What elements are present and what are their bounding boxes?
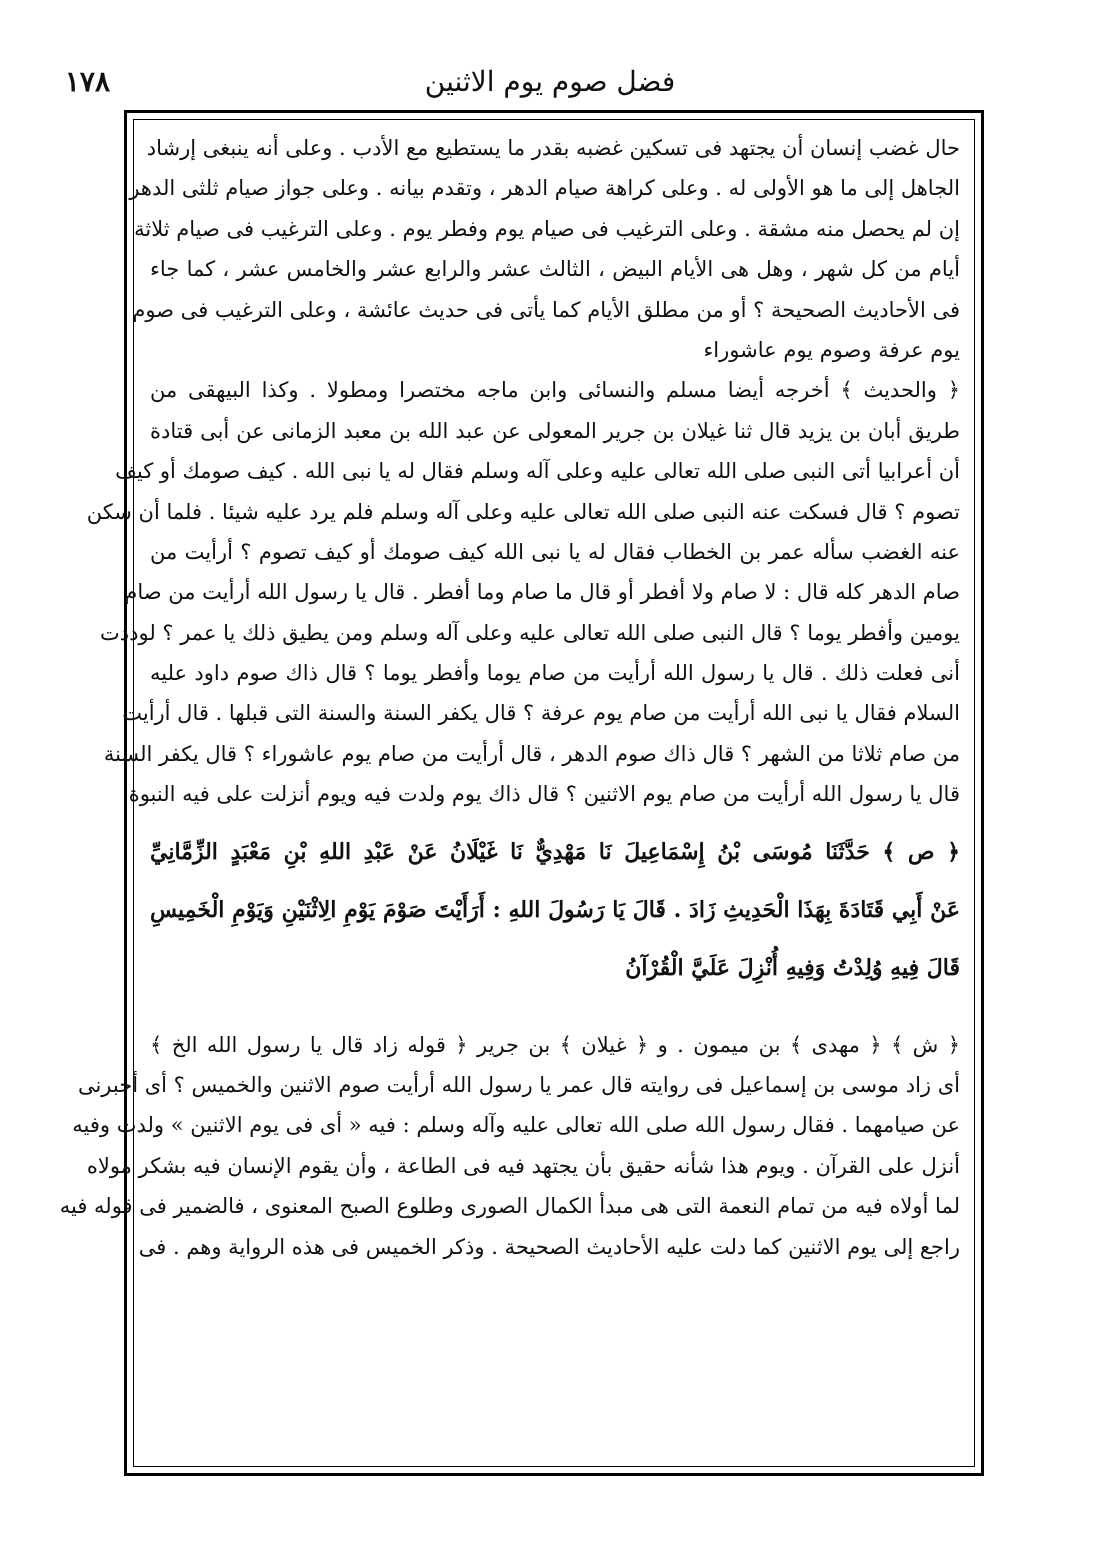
text-line: من صام ثلاثا من الشهر ؟ قال ذاك صوم الدهر ، قال أرأيت من صام يوم عاشوراء ؟ قال يكفر السنة xyxy=(103,741,960,766)
text-line: تصوم ؟ قال فسكت عنه النبى صلى الله تعالى عليه وعلى آله وسلم فلم يرد عليه شيئا . فلما أن سكن xyxy=(86,499,960,524)
commentary-top xyxy=(86,128,960,815)
text-line: ﴿ والحديث ﴾ أخرجه أيضا مسلم والنسائى وابن ماجه مختصرا ومطولا . وكذا البيهقى من xyxy=(150,378,960,403)
text-line: يومين وأفطر يوما ؟ قال النبى صلى الله تعالى عليه وعلى آله وسلم ومن يطيق ذلك يا عمر ؟ لوددت xyxy=(100,620,960,645)
text-line: فى الأحاديث الصحيحة ؟ أو من مطلق الأيام كما يأتى فى حديث عائشة ، وعلى الترغيب فى صوم xyxy=(132,297,960,322)
text-line: يوم عرفة وصوم يوم عاشوراء xyxy=(703,337,960,362)
text-line: أنزل على القرآن . ويوم هذا شأنه حقيق بأن يجتهد فيه فى الطاعة ، وأن يقوم الإنسان فيه بشكر مولاه xyxy=(86,1153,960,1178)
text-line: صام الدهر كله قال : لا صام ولا أفطر أو قال ما صام وما أفطر . قال يا رسول الله أرأيت من صام xyxy=(124,580,960,605)
text-line: ﴿ ش ﴾ ﴿ مهدى ﴾ بن ميمون . و ﴿ غيلان ﴾ بن جرير ﴿ قوله زاد قال يا رسول الله الخ ﴾ xyxy=(150,1032,960,1057)
hadith-line: ﴿ ص ﴾ حَدَّثَنَا مُوسَى بْنُ إِسْمَاعِيلَ نَا مَهْدِيٌّ نَا غَيْلَانُ عَنْ عَبْدِ اللهِ بْنِ مَعْبَدٍ الزِّمَّانِيِّ xyxy=(150,838,960,865)
page-number: ١٧٨ xyxy=(64,65,110,98)
text-line: لما أولاه فيه من تمام النعمة التى هى مبدأ الكمال الصورى وطلوع الصبح المعنوى ، فالضمير فى قوله فيه xyxy=(59,1194,960,1219)
text-line: حال غضب إنسان أن يجتهد فى تسكين غضبه بقدر ما يستطيع مع الأدب . وعلى أنه ينبغى إرشاد xyxy=(146,136,960,160)
hadith-line: عَنْ أَبِي قَتَادَةَ بِهَذَا الْحَدِيثِ زَادَ . قَالَ يَا رَسُولَ اللهِ : أَرَأَيْتَ صَوْمَ يَوْمِ الِاثْنَيْنِ وَيَوْمِ الْخَمِيسِ xyxy=(150,896,960,923)
hadith-block xyxy=(150,823,960,997)
text-line: إن لم يحصل منه مشقة . وعلى الترغيب فى صيام يوم وفطر يوم . وعلى الترغيب فى صيام ثلاثة xyxy=(134,216,960,241)
text-line: راجع إلى يوم الاثنين كما دلت عليه الأحاديث الصحيحة . وذكر الخميس فى هذه الرواية وهم . فى xyxy=(138,1234,960,1259)
text-line: قال يا رسول الله أرأيت من صام يوم الاثنين ؟ قال ذاك يوم ولدت فيه ويوم أنزلت على فيه النبوة xyxy=(128,782,960,807)
hadith-line: قَالَ فِيهِ وُلِدْتُ وَفِيهِ أُنْزِلَ عَلَيَّ الْقُرْآنُ xyxy=(625,954,960,981)
text-line: أنى فعلت ذلك . قال يا رسول الله أرأيت من صام يوما وأفطر يوما ؟ قال ذاك صوم داود عليه xyxy=(150,661,960,686)
text-line: أن أعرابيا أتى النبى صلى الله تعالى عليه وعلى آله وسلم فقال له يا نبى الله . كيف صومك أو كيف xyxy=(115,459,960,484)
text-line: الجاهل إلى ما هو الأولى له . وعلى كراهة صيام الدهر ، وتقدم بيانه . وعلى جواز صيام ثلثى الدهر xyxy=(129,176,960,201)
running-title: فضل صوم يوم الاثنين xyxy=(424,65,676,98)
commentary-bottom xyxy=(59,1025,960,1267)
text-line: طريق أبان بن يزيد قال ثنا غيلان بن جرير المعولى عن عبد الله بن معبد الزمانى عن أبى قتادة xyxy=(150,418,960,443)
text-line: السلام فقال يا نبى الله أرأيت من صام يوم عرفة ؟ قال يكفر السنة والسنة التى قبلها . قال أرأيت xyxy=(122,701,960,726)
text-line: عن صيامهما . فقال رسول الله صلى الله تعالى عليه وآله وسلم : فيه « أى فى يوم الاثنين » ولدت وفيه xyxy=(72,1113,960,1138)
text-line: أيام من كل شهر ، وهل هى الأيام البيض ، الثالث عشر والرابع عشر والخامس عشر ، كما جاء xyxy=(150,257,960,282)
spacer xyxy=(150,1007,960,1025)
text-body xyxy=(59,128,960,1267)
text-line: أى زاد موسى بن إسماعيل فى روايته قال عمر يا رسول الله أرأيت صوم الاثنين والخميس ؟ أى أخبرنى xyxy=(77,1073,960,1098)
text-line: عنه الغضب سأله عمر بن الخطاب فقال له يا نبى الله كيف صومك أو كيف تصوم ؟ أرأيت من xyxy=(150,539,960,564)
